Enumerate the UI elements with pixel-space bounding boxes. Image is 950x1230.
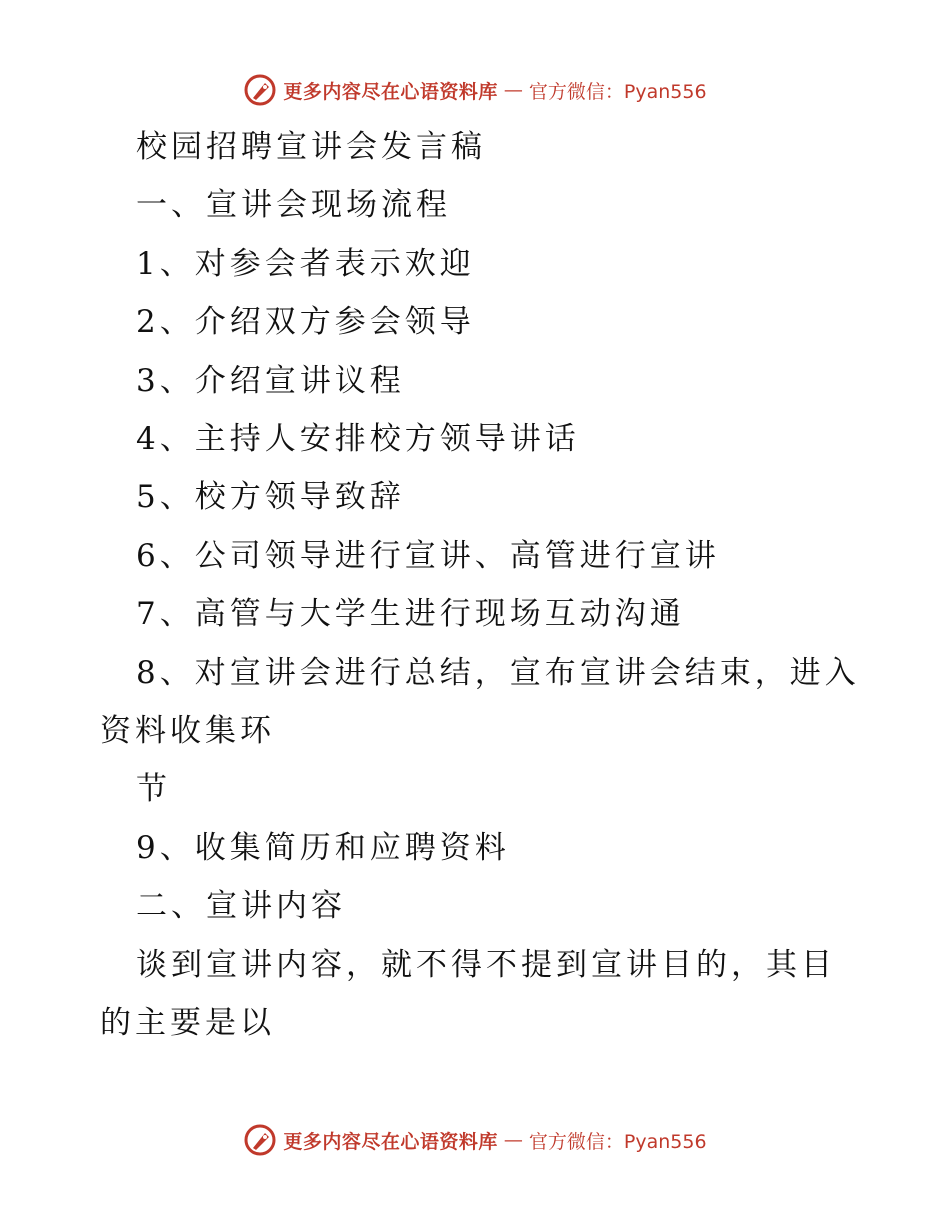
step-item: 5、校方领导致辞 bbox=[136, 479, 405, 516]
document-title: 校园招聘宣讲会发言稿 bbox=[136, 129, 486, 165]
step-item: 6、公司领导进行宣讲、高管进行宣讲 bbox=[136, 537, 720, 574]
section2-heading: 二、宣讲内容 bbox=[136, 888, 346, 925]
step-item: 8、对宣讲会进行总结，宣布宣讲会结束，进入资料收集环 bbox=[100, 654, 860, 750]
watermark-wechat-text: 官方微信：Pyan556 bbox=[528, 1130, 707, 1153]
body-paragraph: 谈到宣讲内容，就不得不提到宣讲目的，其目的主要是以 bbox=[100, 946, 836, 1042]
step-item: 1、对参会者表示欢迎 bbox=[136, 245, 475, 282]
watermark-dash: — bbox=[503, 1129, 523, 1151]
step-item: 3、介绍宣讲议程 bbox=[136, 362, 405, 399]
step-item: 2、介绍双方参会领导 bbox=[136, 304, 475, 341]
watermark-dash: — bbox=[503, 79, 523, 101]
pen-nib-logo-icon bbox=[243, 1123, 277, 1157]
section1-heading: 一、宣讲会现场流程 bbox=[136, 187, 451, 224]
footer-watermark bbox=[0, 1120, 950, 1160]
document-body bbox=[100, 118, 860, 1053]
step-item: 4、主持人安排校方领导讲话 bbox=[136, 421, 580, 458]
step-item-continuation: 节 bbox=[136, 771, 171, 808]
pen-nib-logo-icon bbox=[243, 73, 277, 107]
header-watermark bbox=[0, 70, 950, 110]
watermark-site-text: 更多内容尽在心语资料库 bbox=[283, 1130, 498, 1153]
watermark-site-text: 更多内容尽在心语资料库 bbox=[283, 80, 498, 103]
step-item: 9、收集简历和应聘资料 bbox=[136, 829, 510, 866]
step-item: 7、高管与大学生进行现场互动沟通 bbox=[136, 596, 685, 633]
watermark-wechat-text: 官方微信：Pyan556 bbox=[528, 80, 707, 103]
